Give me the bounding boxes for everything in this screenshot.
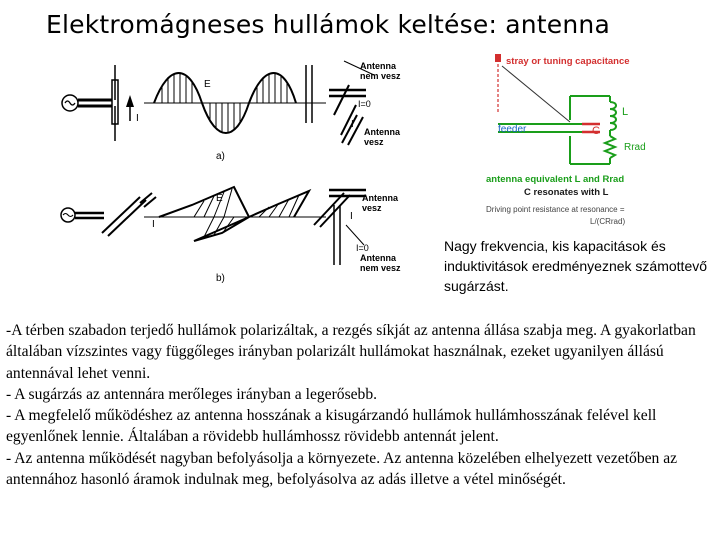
paragraph-antenna-length: - A megfelelő működéshez az antenna hosszának a kisugárzandó hullámok hullámhosszának felével kell egyenlőnek lennie. Általában a rövidebb hullámhossz rövidebb antennát jelent. (6, 407, 657, 446)
equiv-line2: C resonates with L (524, 187, 609, 198)
label-e-top: E (204, 79, 211, 90)
label-b: b) (216, 273, 225, 284)
antenna-vesz-bottom-line2: vesz (362, 203, 382, 213)
inductor-icon (610, 102, 616, 130)
body-text (6, 320, 718, 490)
driving-line2: L/(CRrad) (590, 217, 626, 226)
antenna-equivalent-circuit (478, 52, 718, 232)
label-antenna-vesz-top (364, 127, 401, 147)
label-i-bottom: I (152, 219, 155, 230)
equiv-line1: antenna equivalent L and Rrad (486, 174, 625, 185)
label-antenna-nem-vesz-bottom (360, 253, 401, 273)
antenna-nem-vesz-bottom-line2: nem vesz (360, 263, 401, 273)
diagram-a (62, 61, 401, 162)
label-antenna-vesz-bottom (362, 193, 399, 213)
label-i-mid: I (351, 119, 354, 130)
antenna-nem-vesz-top-line1: Antenna (360, 61, 396, 71)
paragraph-radiation-direction: - A sugárzás az antennára merőleges irányban a legerősebb. (6, 385, 378, 403)
antenna-vesz-top-line1: Antenna (364, 127, 400, 137)
paragraph-polarization: -A térben szabadon terjedő hullámok polarizáltak, a rezgés síkját az antenna állása szabja meg. A gyakorlatban általában vízszintes vagy függőleges irányban polarizált hullámokat használnak, ezeket ugyanilyen állású antennával lehet venni. (6, 322, 696, 382)
l-label: L (622, 106, 629, 118)
label-antenna-nem-vesz-top (360, 61, 401, 81)
label-i-top: I (136, 113, 139, 124)
antenna-nem-vesz-top-line2: nem vesz (360, 71, 401, 81)
antenna-nem-vesz-bottom-line1: Antenna (360, 253, 396, 263)
antenna-vesz-bottom-line1: Antenna (362, 193, 398, 203)
label-a: a) (216, 151, 225, 162)
c-label: C (592, 125, 600, 137)
label-i0-top: I=0 (358, 99, 371, 109)
label-e-bottom: E (216, 193, 223, 204)
stray-label: stray or tuning capacitance (506, 56, 630, 67)
paragraph-environment: - Az antenna működését nagyban befolyásolja a környezete. Az antenna közelében elhelyezett vezetőben az antennához hasonló áramok indulnak meg, befolyásolva az adás illetve a vétel minőségét. (6, 449, 678, 489)
page-title: Elektromágneses hullámok keltése: antenna (46, 10, 610, 39)
label-i0-bottom: I=0 (356, 243, 369, 253)
polarization-diagram (44, 55, 434, 285)
antenna-vesz-top-line2: vesz (364, 137, 384, 147)
label-i-right-bottom: I (350, 211, 353, 222)
rrad-label: Rrad (624, 142, 646, 153)
feeder-label: feeder (498, 124, 527, 135)
figure-caption: Nagy frekvencia, kis kapacitások és induktivitások eredményeznek számottevő sugárzást. (444, 238, 708, 294)
resistor-icon (605, 136, 615, 158)
diagram-b (61, 187, 401, 284)
driving-line1: Driving point resistance at resonance = (486, 205, 625, 214)
stray-arrow (502, 66, 570, 122)
